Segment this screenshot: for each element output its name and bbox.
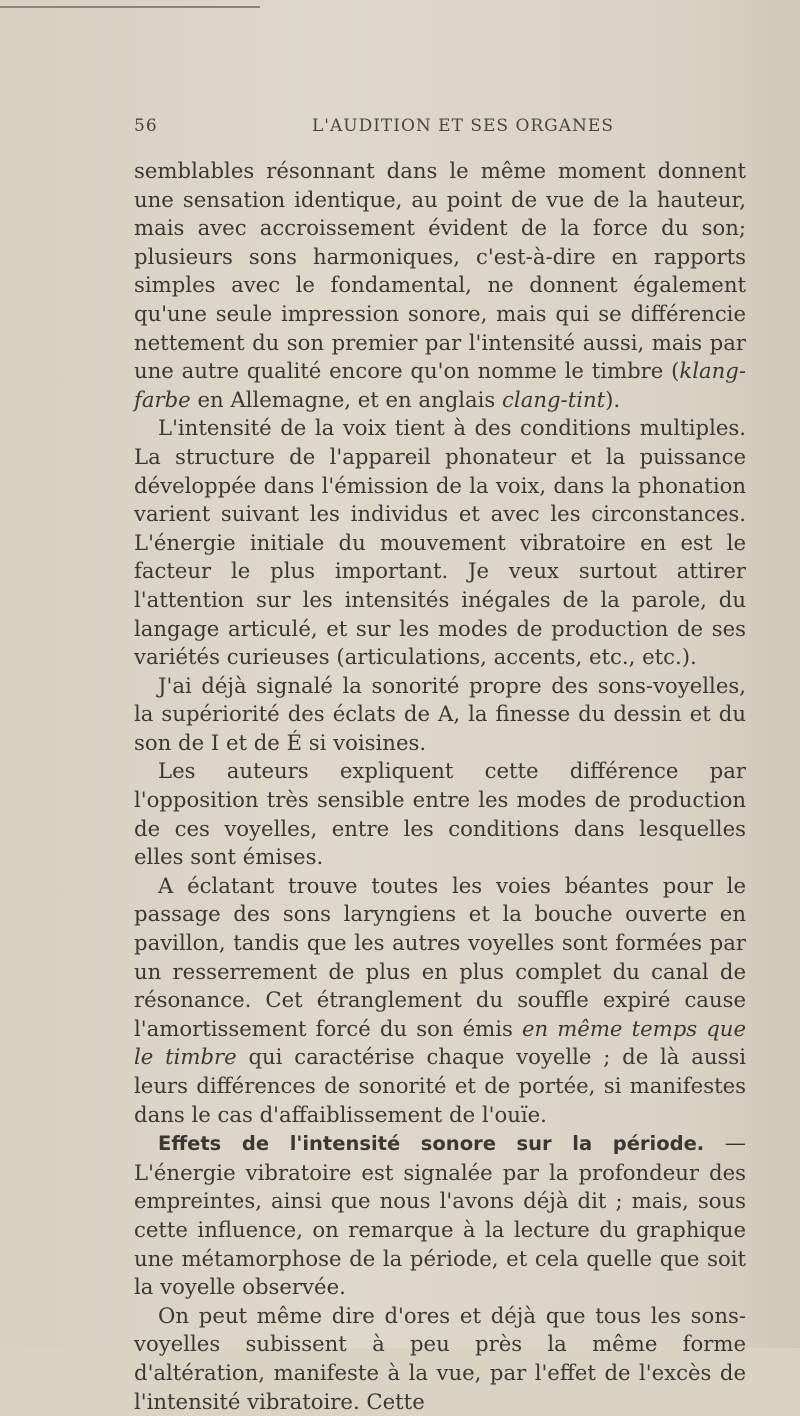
top-rule (0, 6, 260, 8)
paragraph-1 (134, 157, 746, 414)
page-header (134, 116, 774, 144)
paragraph-5 (134, 872, 746, 1129)
italic-phrase: en même temps que le timbre (134, 1015, 746, 1070)
paragraph-2: L'intensité de la voix tient à des conditions multiples. La structure de l'appareil phonateur et la puissance développée dans l'émission de la voix, dans la phonation varient suivant les individus et avec les circonstances. L'énergie initiale du mouvement vibratoire en est le facteur le plus important. Je veux surtout attirer l'attention sur les intensités inégales de la parole, du langage articulé, et sur les modes de production de ses variétés curieuses (articulations, accents, etc., etc.). (134, 415, 746, 670)
paragraph-6-text: — L'énergie vibratoire est signalée par la profondeur des empreintes, ainsi que nous l'avons déjà dit ; mais, sous cette influence, on remarque à la lecture du graphique une métamorphose de la période, et cela quelle que soit la voyelle observée. (134, 1130, 746, 1300)
paragraph-1-end: ). (605, 386, 621, 412)
paragraph-4: Les auteurs expliquent cette différence par l'opposition très sensible entre les modes de production de ces voyelles, entre les conditions dans lesquelles elles sont émises. (134, 758, 746, 870)
paragraph-7: On peut même dire d'ores et déjà que tous les sons-voyelles subissent à peu près la même forme d'altération, manifeste à la vue, par l'effet de l'excès de l'intensité vibratoire. Cette (134, 1302, 746, 1414)
paragraph-1-mid: en Allemagne, et en anglais (190, 386, 503, 412)
paragraph-6 (134, 1129, 746, 1302)
paragraph-5-end: qui caractérise chaque voyelle ; de là aussi leurs différences de sonorité et de portée, si manifestes dans le cas d'affaiblissement de l'ouïe. (134, 1044, 746, 1127)
paragraph-1-text: semblables résonnant dans le même moment donnent une sensation identique, au point de vue de la hauteur, mais avec accroissement évident de la force du son; plusieurs sons harmoniques, c'est-à-dire en rapports simples avec le fondamental, ne donnent également qu'une seule impression sonore, mais qui se différencie nettement du son premier par l'intensité aussi, mais par une autre qualité encore qu'on nomme le timbre ( (134, 158, 746, 384)
italic-term-clang-tint: clang-tint (502, 386, 606, 412)
running-title: L'AUDITION ET SES ORGANES (312, 116, 614, 136)
paragraph-5-text: A éclatant trouve toutes les voies béantes pour le passage des sons laryngiens et la bouche ouverte en pavillon, tandis que les autres voyelles sont formées par un resserrement de plus en plus complet du canal de résonance. Cet étranglement du souffle expiré cause l'amortissement forcé du son émis (134, 872, 746, 1041)
paragraph-3: J'ai déjà signalé la sonorité propre des sons-voyelles, la supériorité des éclats de A, la finesse du dessin et du son de I et de É si voisines. (134, 672, 746, 755)
italic-term-klang-farbe: klang-farbe (134, 358, 746, 412)
body-text (134, 157, 746, 1416)
section-heading: Effets de l'intensité sonore sur la période. (158, 1132, 705, 1156)
page-number: 56 (134, 116, 158, 136)
